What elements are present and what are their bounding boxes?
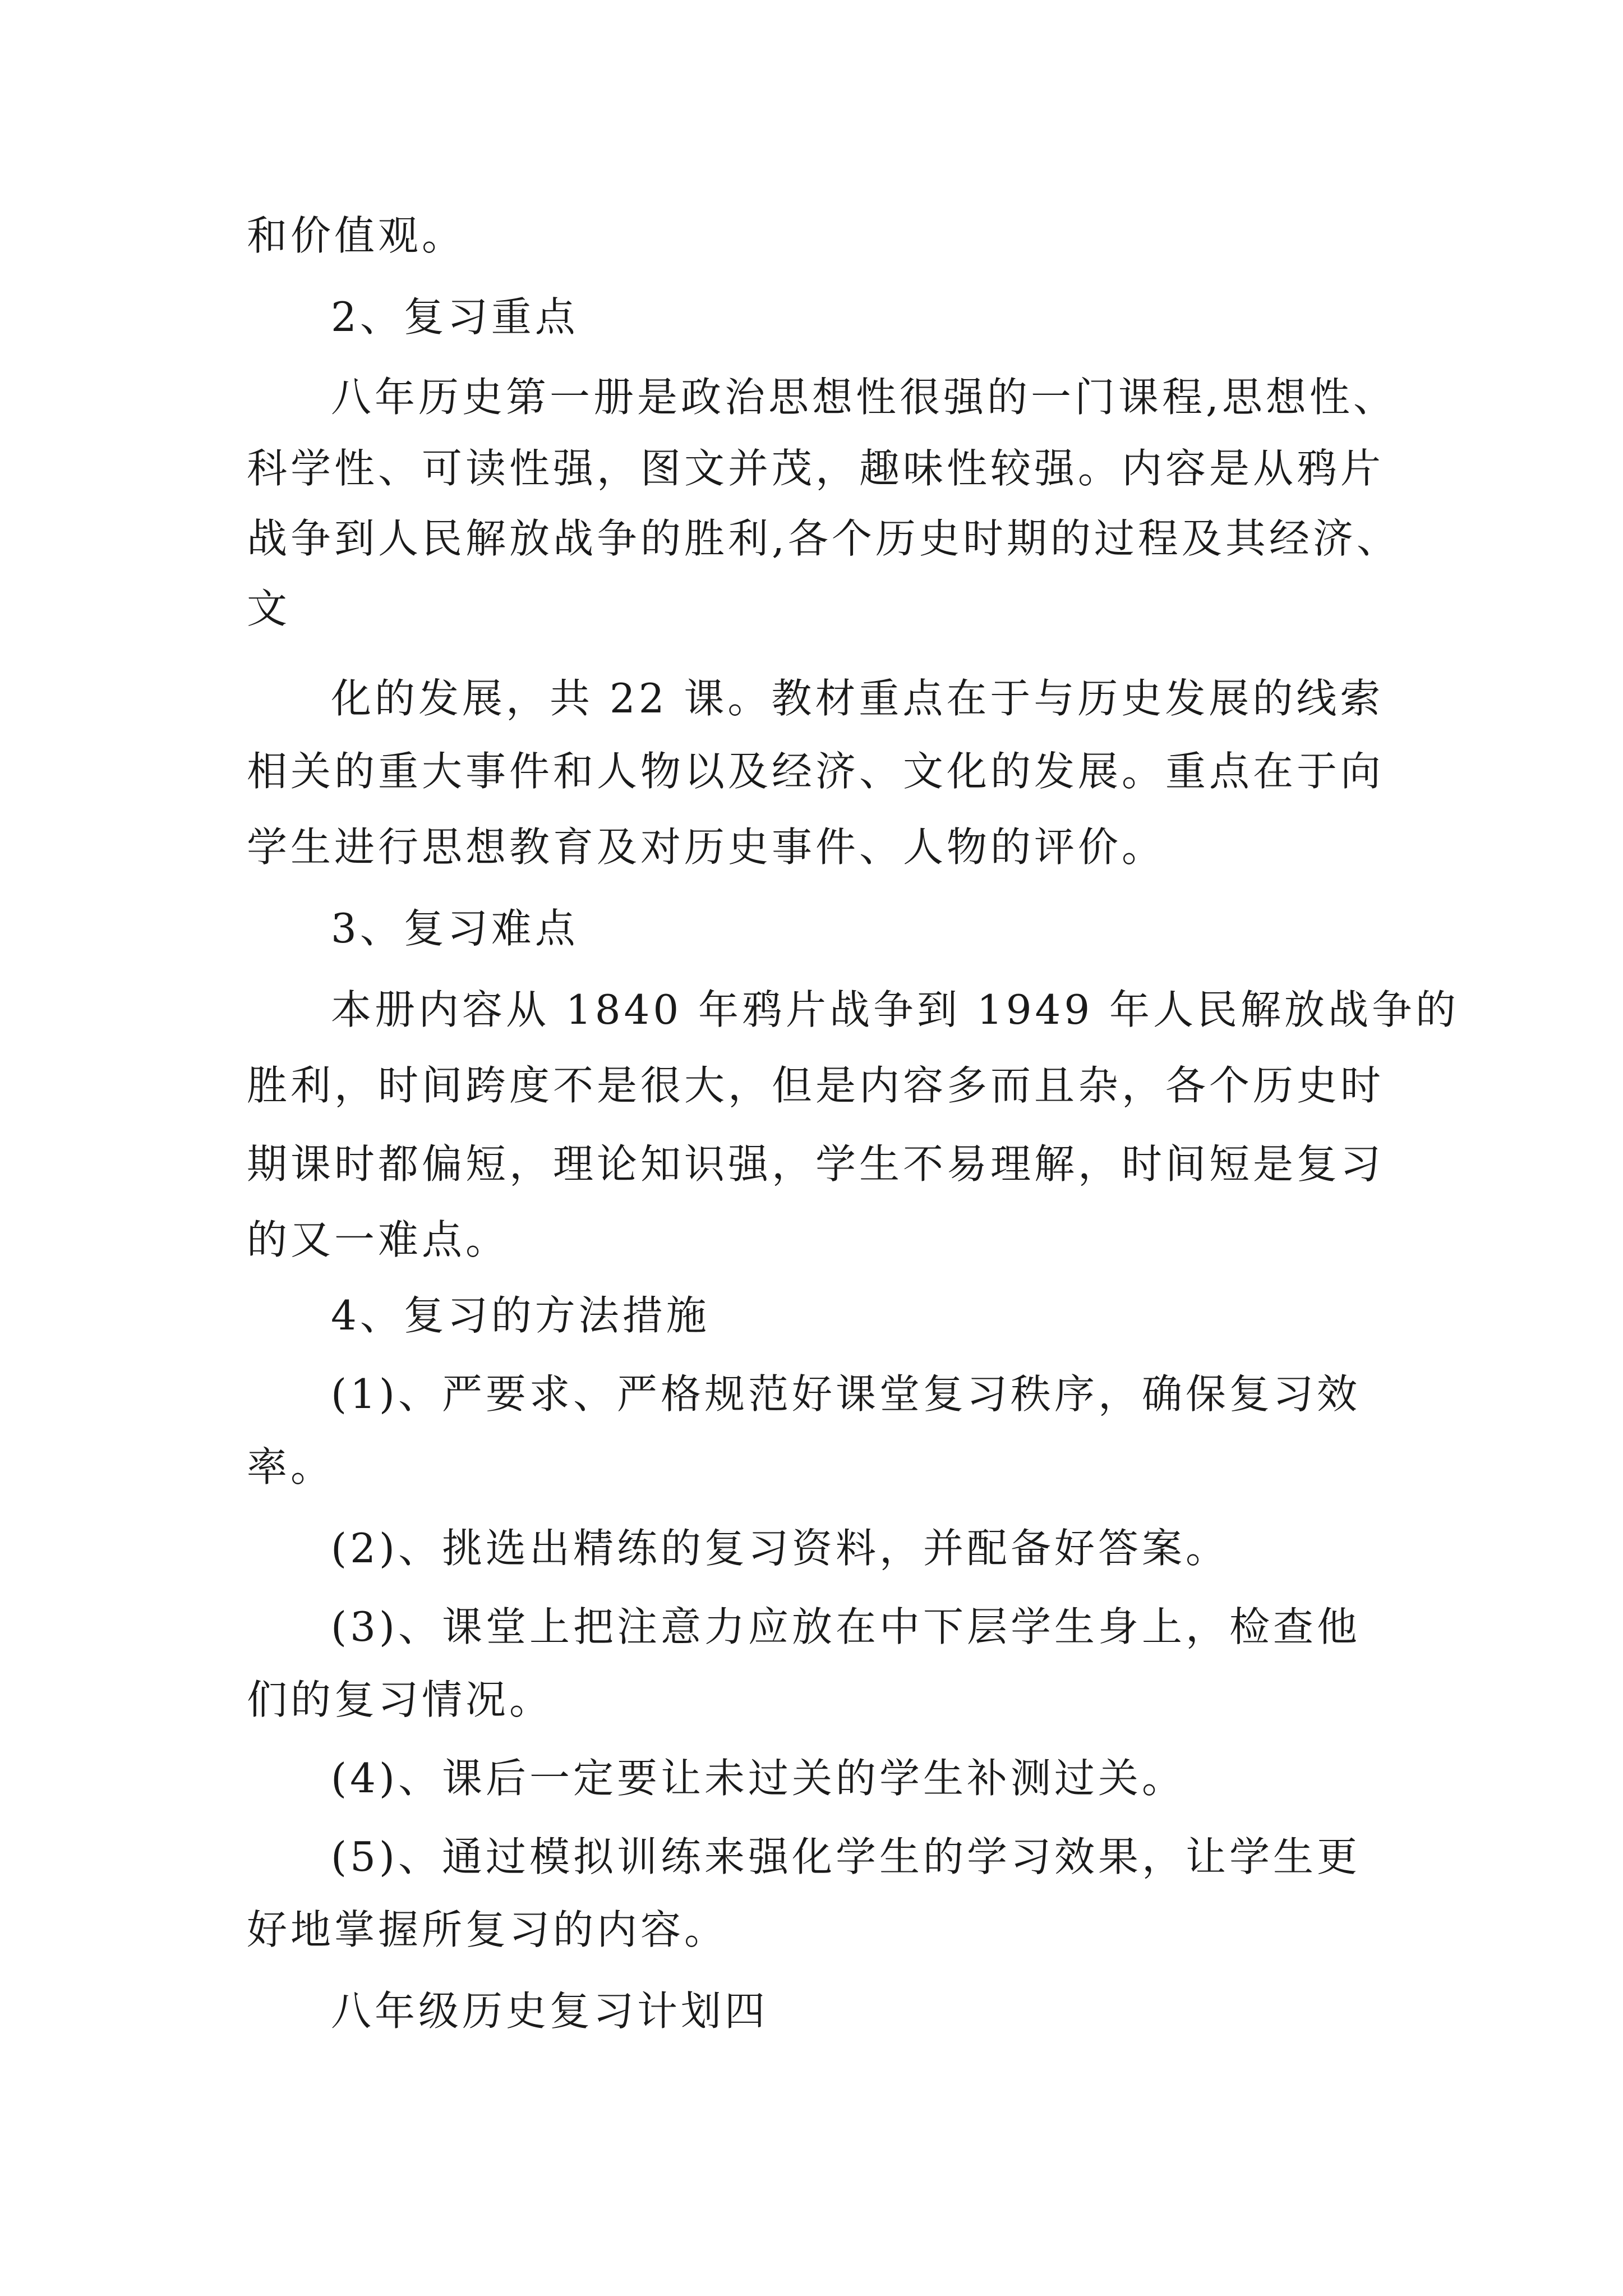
text-line: 好地掌握所复习的内容。: [247, 1906, 728, 1953]
text-line: (2)、挑选出精练的复习资料，并配备好答案。: [331, 1525, 1229, 1572]
text-line: 文: [247, 585, 291, 632]
text-line: 的又一难点。: [247, 1216, 510, 1263]
text-line: (1)、严要求、严格规范好课堂复习秩序，确保复习效: [331, 1370, 1361, 1418]
text-line: 本册内容从 1840 年鸦片战争到 1949 年人民解放战争的: [331, 986, 1460, 1033]
text-line: 胜利，时间跨度不是很大，但是内容多而且杂，各个历史时: [247, 1062, 1385, 1109]
section-heading: 2、复习重点: [331, 293, 579, 341]
section-heading: 4、复习的方法措施: [331, 1292, 710, 1339]
text-line: 化的发展，共 22 课。教材重点在于与历史发展的线索: [331, 675, 1384, 722]
text-line: (3)、课堂上把注意力应放在中下层学生身上，检查他: [331, 1603, 1361, 1650]
section-heading: 八年级历史复习计划四: [331, 1987, 769, 2035]
text-line: (5)、通过模拟训练来强化学生的学习效果，让学生更: [331, 1833, 1361, 1880]
section-heading: 3、复习难点: [331, 905, 579, 952]
text-line: 率。: [247, 1443, 335, 1490]
text-line: 和价值观。: [247, 212, 466, 259]
text-line: 期课时都偏短，理论知识强，学生不易理解，时间短是复习: [247, 1140, 1385, 1188]
text-line: 们的复习情况。: [247, 1676, 554, 1723]
text-line: 战争到人民解放战争的胜利,各个历史时期的过程及其经济、: [247, 515, 1400, 562]
text-line: (4)、课后一定要让未过关的学生补测过关。: [331, 1755, 1186, 1802]
text-line: 相关的重大事件和人物以及经济、文化的发展。重点在于向: [247, 748, 1385, 795]
text-line: 学生进行思想教育及对历史事件、人物的评价。: [247, 823, 1166, 871]
text-line: 科学性、可读性强，图文并茂，趣味性较强。内容是从鸦片: [247, 445, 1385, 492]
text-line: 八年历史第一册是政治思想性很强的一门课程,思想性、: [331, 374, 1397, 421]
